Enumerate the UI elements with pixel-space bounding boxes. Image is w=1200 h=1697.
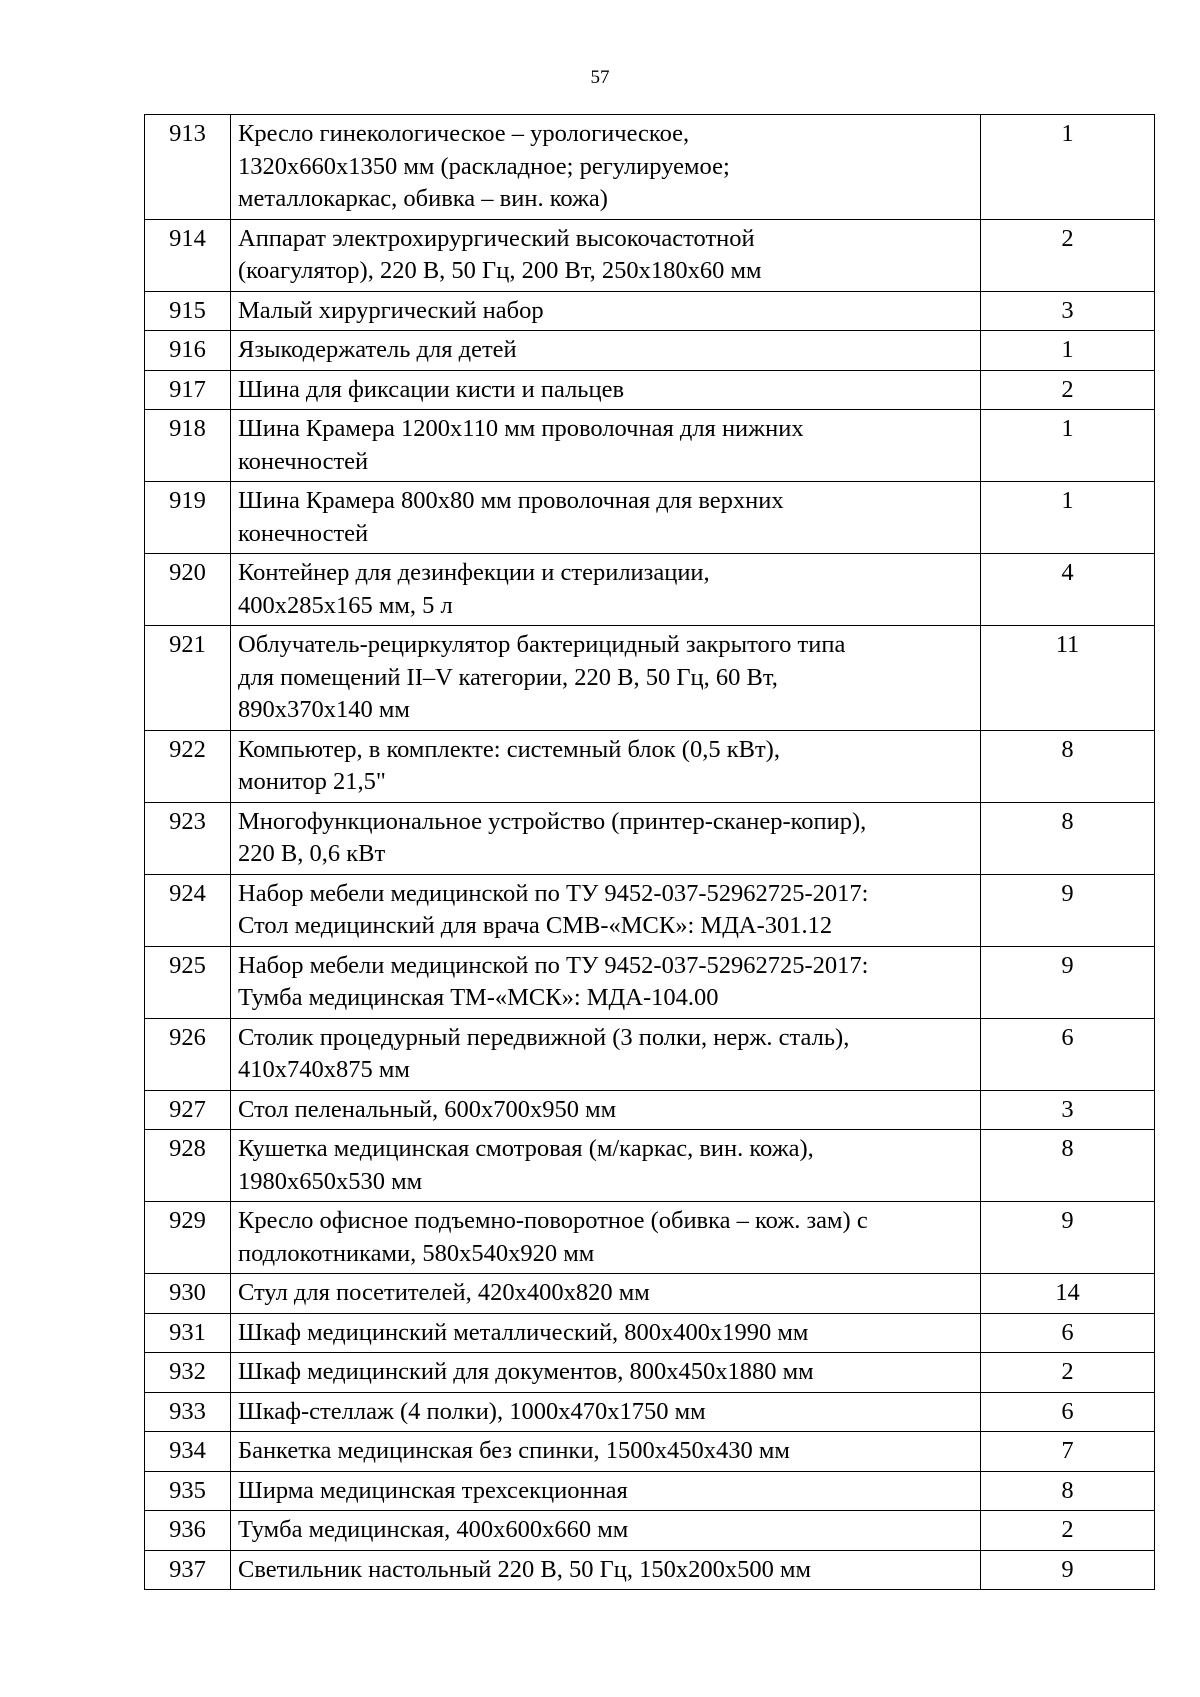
item-name: [231, 1353, 981, 1393]
row-number: 929: [145, 1202, 231, 1274]
item-name: [231, 370, 981, 410]
item-quantity: 7: [981, 1432, 1155, 1472]
item-quantity: 1: [981, 410, 1155, 482]
item-name-line: Кушетка медицинская смотровая (м/каркас, вин. кожа),: [238, 1135, 814, 1162]
item-quantity: 8: [981, 1130, 1155, 1202]
item-name-line: Кресло гинекологическое – урологическое,: [238, 120, 690, 147]
item-name-line: Шкаф медицинский для документов, 800х450х1880 мм: [238, 1358, 814, 1385]
row-number: 920: [145, 554, 231, 626]
table-row: [145, 1130, 1155, 1202]
row-number: 914: [145, 219, 231, 291]
table-row: [145, 1274, 1155, 1314]
row-number: 919: [145, 482, 231, 554]
item-name: [231, 730, 981, 802]
item-name-line: Тумба медицинская, 400х600х660 мм: [238, 1516, 629, 1543]
item-name-line: Облучатель-рециркулятор бактерицидный закрытого типа: [238, 631, 846, 658]
item-name-line: металлокаркас, обивка – вин. кожа): [238, 185, 608, 212]
item-name-line: 400х285х165 мм, 5 л: [238, 591, 453, 619]
item-name: [231, 1090, 981, 1130]
item-name: [231, 115, 981, 220]
table-row: [145, 554, 1155, 626]
row-number: 936: [145, 1511, 231, 1551]
table-row: [145, 1313, 1155, 1353]
item-name: [231, 1471, 981, 1511]
item-name-line: Банкетка медицинская без спинки, 1500х450х430 мм: [238, 1437, 790, 1464]
item-name-line: Малый хирургический набор: [238, 296, 544, 324]
item-quantity: 9: [981, 1202, 1155, 1274]
item-name-line: Многофункциональное устройство (принтер-сканер-копир),: [238, 807, 867, 835]
item-quantity: 14: [981, 1274, 1155, 1314]
item-name-line: (коагулятор), 220 В, 50 Гц, 200 Вт, 250х180х60 мм: [238, 257, 762, 284]
item-name-line: Стул для посетителей, 420х400х820 мм: [238, 1279, 650, 1306]
item-quantity: 3: [981, 1090, 1155, 1130]
table-row: [145, 946, 1155, 1018]
item-name-line: Шкаф-стеллаж (4 полки), 1000х470х1750 мм: [238, 1397, 706, 1425]
row-number: 923: [145, 802, 231, 874]
item-name: [231, 802, 981, 874]
row-number: 915: [145, 291, 231, 331]
item-name-line: Контейнер для дезинфекции и стерилизации,: [238, 559, 710, 586]
row-number: 931: [145, 1313, 231, 1353]
item-name-line: монитор 21,5": [238, 768, 386, 795]
item-name: [231, 291, 981, 331]
row-number: 918: [145, 410, 231, 482]
item-name-line: Набор мебели медицинской по ТУ 9452-037-52962725-2017:: [238, 879, 869, 907]
item-name: [231, 554, 981, 626]
item-name-line: Светильник настольный 220 В, 50 Гц, 150х200х500 мм: [238, 1555, 811, 1583]
row-number: 916: [145, 331, 231, 371]
item-name-line: подлокотниками, 580х540х920 мм: [238, 1239, 595, 1267]
item-name: [231, 946, 981, 1018]
item-quantity: 1: [981, 482, 1155, 554]
item-quantity: 3: [981, 291, 1155, 331]
item-name: [231, 1313, 981, 1353]
row-number: 927: [145, 1090, 231, 1130]
item-name: [231, 1511, 981, 1551]
row-number: 937: [145, 1550, 231, 1590]
table-row: [145, 1353, 1155, 1393]
row-number: 913: [145, 115, 231, 220]
item-name-line: Тумба медицинская ТМ-«МСК»: МДА-104.00: [238, 984, 719, 1011]
item-quantity: 8: [981, 730, 1155, 802]
item-quantity: 8: [981, 1471, 1155, 1511]
item-name: [231, 1550, 981, 1590]
item-name-line: Стол пеленальный, 600х700х950 мм: [238, 1095, 617, 1123]
row-number: 925: [145, 946, 231, 1018]
item-name: [231, 874, 981, 946]
row-number: 934: [145, 1432, 231, 1472]
page-number: 57: [590, 67, 610, 88]
item-name-line: Шина Крамера 1200х110 мм проволочная для нижних: [238, 415, 804, 442]
row-number: 935: [145, 1471, 231, 1511]
equipment-table: [144, 114, 1155, 1590]
item-name: [231, 1392, 981, 1432]
item-name-line: Столик процедурный передвижной (3 полки, нерж. сталь),: [238, 1023, 850, 1051]
item-quantity: 2: [981, 1353, 1155, 1393]
item-name-line: Компьютер, в комплекте: системный блок (0,5 кВт),: [238, 735, 780, 763]
item-name-line: Шина Крамера 800х80 мм проволочная для верхних: [238, 487, 784, 514]
item-name-line: 410х740х875 мм: [238, 1056, 410, 1083]
item-quantity: 2: [981, 1511, 1155, 1551]
item-quantity: 2: [981, 370, 1155, 410]
table-row: [145, 370, 1155, 410]
table-row: [145, 1432, 1155, 1472]
item-quantity: 11: [981, 626, 1155, 731]
item-name: [231, 1018, 981, 1090]
item-name-line: Шина для фиксации кисти и пальцев: [238, 375, 625, 403]
item-name-line: для помещений II–V категории, 220 В, 50 Гц, 60 Вт,: [238, 663, 778, 691]
item-name-line: конечностей: [238, 519, 369, 547]
table-row: [145, 1202, 1155, 1274]
item-quantity: 9: [981, 1550, 1155, 1590]
item-name-line: Шкаф медицинский металлический, 800х400х1990 мм: [238, 1318, 809, 1346]
row-number: 928: [145, 1130, 231, 1202]
item-quantity: 1: [981, 331, 1155, 371]
table-row: [145, 874, 1155, 946]
table-row: [145, 802, 1155, 874]
item-name: [231, 1274, 981, 1314]
item-name: [231, 1432, 981, 1472]
item-quantity: 6: [981, 1018, 1155, 1090]
table-row: [145, 1471, 1155, 1511]
table-row: [145, 410, 1155, 482]
table-row: [145, 1018, 1155, 1090]
table-row: [145, 1392, 1155, 1432]
item-name-line: Языкодержатель для детей: [238, 336, 517, 363]
item-quantity: 2: [981, 219, 1155, 291]
table-row: [145, 115, 1155, 220]
table-row: [145, 1511, 1155, 1551]
row-number: 930: [145, 1274, 231, 1314]
table-row: [145, 331, 1155, 371]
item-name-line: 890х370х140 мм: [238, 696, 410, 723]
row-number: 932: [145, 1353, 231, 1393]
item-name: [231, 482, 981, 554]
table-row: [145, 730, 1155, 802]
item-quantity: 6: [981, 1313, 1155, 1353]
item-quantity: 8: [981, 802, 1155, 874]
row-number: 924: [145, 874, 231, 946]
table-row: [145, 1090, 1155, 1130]
item-name: [231, 219, 981, 291]
item-name-line: Кресло офисное подъемно-поворотное (обивка – кож. зам) с: [238, 1207, 868, 1234]
table-row: [145, 626, 1155, 731]
item-name-line: Ширма медицинская трехсекционная: [238, 1476, 628, 1504]
item-name-line: Аппарат электрохирургический высокочастотной: [238, 224, 755, 252]
table-row: [145, 291, 1155, 331]
row-number: 926: [145, 1018, 231, 1090]
item-name-line: 1980х650х530 мм: [238, 1167, 423, 1195]
item-quantity: 9: [981, 946, 1155, 1018]
item-name-line: Стол медицинский для врача СМВ-«МСК»: МДА-301.12: [238, 912, 833, 939]
row-number: 917: [145, 370, 231, 410]
table-row: [145, 219, 1155, 291]
item-quantity: 1: [981, 115, 1155, 220]
table-body: [145, 115, 1155, 1590]
table-row: [145, 1550, 1155, 1590]
item-quantity: 9: [981, 874, 1155, 946]
row-number: 922: [145, 730, 231, 802]
item-name: [231, 626, 981, 731]
row-number: 921: [145, 626, 231, 731]
item-name-line: 1320х660х1350 мм (раскладное; регулируемое;: [238, 152, 730, 180]
item-name-line: Набор мебели медицинской по ТУ 9452-037-52962725-2017:: [238, 951, 869, 979]
item-quantity: 4: [981, 554, 1155, 626]
item-name-line: 220 В, 0,6 кВт: [238, 840, 386, 867]
row-number: 933: [145, 1392, 231, 1432]
item-name: [231, 410, 981, 482]
item-name: [231, 331, 981, 371]
table-row: [145, 482, 1155, 554]
item-name: [231, 1202, 981, 1274]
item-name: [231, 1130, 981, 1202]
item-name-line: конечностей: [238, 447, 369, 475]
item-quantity: 6: [981, 1392, 1155, 1432]
